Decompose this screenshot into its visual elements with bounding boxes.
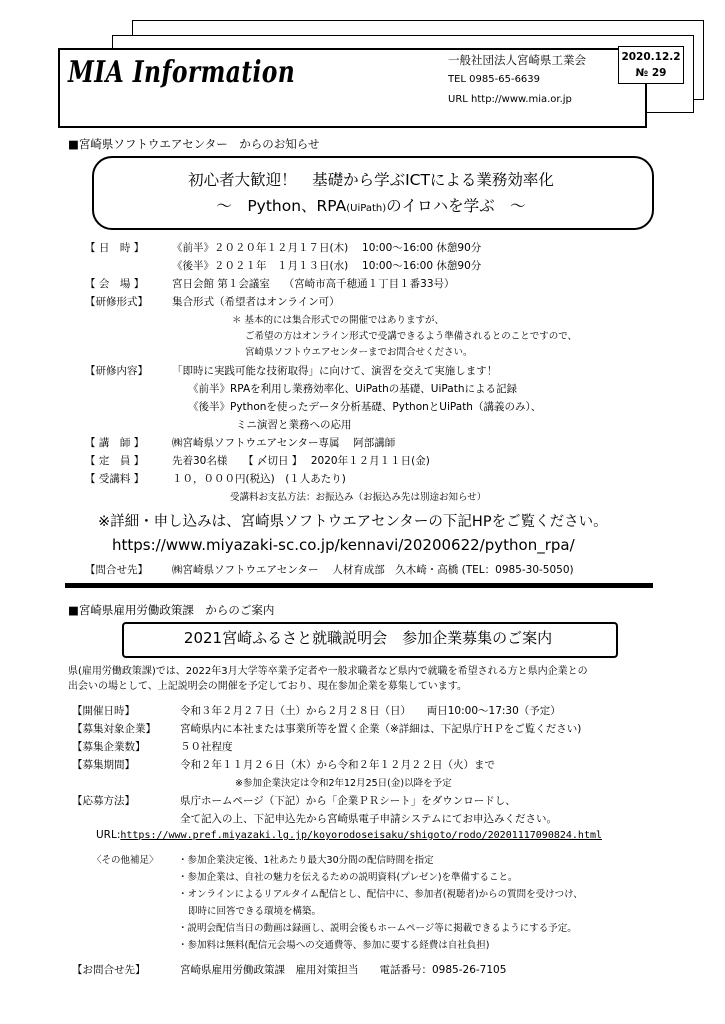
- date-line-2: 《後半》２０２１年 １月１３日(水) 10:00～16:00 休憩90分: [172, 260, 482, 272]
- subtitle-small: (UiPath): [346, 203, 387, 214]
- count: ５０社程度: [180, 741, 233, 753]
- intro-line-1: 県(雇用労働政策課)では、2022年3月大学等卒業予定者や一般求職者など県内で就職を希望される方と県内企業との: [68, 666, 588, 677]
- intro-line-2: 出会いの場として、上記説明会の開催を予定しており、現在参加企業を募集しています。: [68, 681, 467, 692]
- org-name: 一般社団法人宮崎県工業会: [448, 53, 586, 67]
- other-2: ・参加企業は、自社の魅力を伝えるための説明資料(プレゼン)を準備すること。: [178, 872, 518, 883]
- section2-intro: [68, 664, 688, 694]
- other-5: ・説明会配信当日の動画は録画し、説明会後もホームページ等に掲載できるようにする予定。: [178, 923, 577, 934]
- section1-title: 初心者大歓迎！ 基礎から学ぶICTによる業務効率化: [188, 171, 554, 189]
- method-2: 全て記入の上、下記申込先から宮崎県電子申請システムにてお申込みください。: [180, 813, 557, 825]
- fee-label: 【 受講料 】: [85, 473, 145, 485]
- url-row: [96, 829, 602, 841]
- lecturer: ㈱宮崎県ソフトウエアセンター専属 阿部講師: [172, 437, 396, 449]
- issue-number: № 29: [635, 67, 667, 79]
- fee-note: 受講料お支払方法：お振込み（お振込み先は別途お知らせ）: [230, 492, 487, 503]
- section1-subtitle: [92, 194, 650, 216]
- content-3: 《後半》Pythonを使ったデータ分析基礎、PythonとUiPath（講義のみ）、: [188, 401, 542, 413]
- url-label: URL:: [96, 829, 121, 841]
- capacity: 先着30名様 【 〆切日 】 2020年１２月１１日(金): [172, 455, 430, 467]
- other-3: ・オンラインによるリアルタイム配信とし、配信中に、参加者(視聴者)からの質問を受けつけ、: [178, 889, 583, 900]
- event-date: 令和３年２月２７日（土）から２月２８日（日） 両日10:00～17:30（予定）: [180, 705, 561, 717]
- venue-label: 【 会 場 】: [85, 278, 145, 290]
- issue-date: 2020.12.2: [621, 51, 681, 63]
- capacity-label: 【 定 員 】: [85, 455, 145, 467]
- date-line-1: 《前半》２０２０年１２月１７日(木) 10:00～16:00 休憩90分: [172, 242, 482, 254]
- other-4: 即時に回答できる環境を構築。: [188, 906, 322, 917]
- period: 令和２年１１月２６日（木）から令和２年１２月２２日（火）まで: [180, 759, 495, 771]
- contact-label: 【問合せ先】: [85, 564, 148, 576]
- issue-box: [618, 46, 684, 84]
- venue: 宮日会館 第１会議室 （宮崎市高千穂通１丁目１番33号）: [172, 278, 455, 290]
- method-label: 【応募方法】: [72, 795, 135, 807]
- content-4: ミニ演習と業務への応用: [236, 419, 352, 431]
- apply-text: ※詳細・申し込みは、宮崎県ソフトウエアセンターの下記HPをご覧ください。: [98, 514, 608, 530]
- subtitle-part: ～ Python、RPA: [216, 197, 347, 215]
- format-note-2: ご希望の方はオンライン形式で受講できるよう準備されるとのことですので、: [245, 331, 578, 342]
- subtitle-part: のイロハを学ぶ ～: [386, 197, 526, 215]
- target-label: 【募集対象企業】: [72, 723, 156, 735]
- contact: ㈱宮崎県ソフトウエアセンター 人材育成部 久木崎・高橋 (TEL：0985-30-5050): [172, 564, 574, 576]
- org-tel: TEL 0985-65-6639: [448, 74, 541, 85]
- target: 宮崎県内に本社または事業所等を置く企業（※詳細は、下記県庁ＨＰをご覧ください): [180, 723, 582, 735]
- org-url: URL http://www.mia.or.jp: [448, 94, 572, 105]
- section2-heading: ■宮崎県雇用労働政策課 からのご案内: [68, 603, 275, 617]
- content-label: 【研修内容】: [85, 365, 148, 377]
- content-2: 《前半》RPAを利用し業務効率化、UiPathの基礎、UiPathによる記録: [188, 383, 517, 395]
- apply-url[interactable]: https://www.miyazaki-sc.co.jp/kennavi/20200622/python_rpa/: [112, 536, 575, 554]
- format-note-3: 宮崎県ソフトウエアセンターまでお問合せください。: [245, 347, 473, 358]
- event-date-label: 【開催日時】: [72, 705, 135, 717]
- period-note: ※参加企業決定は令和2年12月25日(金)以降を予定: [235, 778, 452, 789]
- other-1: ・参加企業決定後、1社あたり最大30分間の配信時間を指定: [178, 855, 434, 866]
- newsletter-logo: MIA Information: [68, 55, 296, 90]
- section2-contact: 宮崎県雇用労働政策課 雇用対策担当 電話番号：0985-26-7105: [180, 964, 507, 976]
- lecturer-label: 【 講 師 】: [85, 437, 145, 449]
- other-label: 〈その他補足〉: [92, 855, 159, 866]
- method-1: 県庁ホームページ（下記）から「企業ＰＲシート」をダウンロードし、: [180, 795, 516, 807]
- format: 集合形式（希望者はオンライン可）: [172, 296, 340, 308]
- count-label: 【募集企業数】: [72, 741, 146, 753]
- format-note-1: ＊ 基本的には集合形式での開催ではありますが、: [232, 315, 445, 326]
- other-6: ・参加料は無料(配信元会場への交通費等、参加に要する経費は自社負担): [178, 940, 490, 951]
- section-divider: [65, 583, 653, 588]
- fee: １０，０００円(税込) (１人あたり): [172, 473, 346, 485]
- content-1: 「即時に実践可能な技術取得」に向けて、演習を交えて実施します！: [172, 365, 498, 377]
- period-label: 【募集期間】: [72, 759, 135, 771]
- date-label: 【 日 時 】: [85, 242, 145, 254]
- section2-contact-label: 【お問合せ先】: [72, 964, 146, 976]
- format-label: 【研修形式】: [85, 296, 148, 308]
- section1-heading: ■宮崎県ソフトウエアセンター からのお知らせ: [68, 137, 320, 151]
- prefecture-url-link[interactable]: https://www.pref.miyazaki.lg.jp/koyorodoseisaku/shigoto/rodo/20201117090824.html: [120, 830, 603, 841]
- section2-title: 2021宮崎ふるさと就職説明会 参加企業募集のご案内: [183, 629, 553, 647]
